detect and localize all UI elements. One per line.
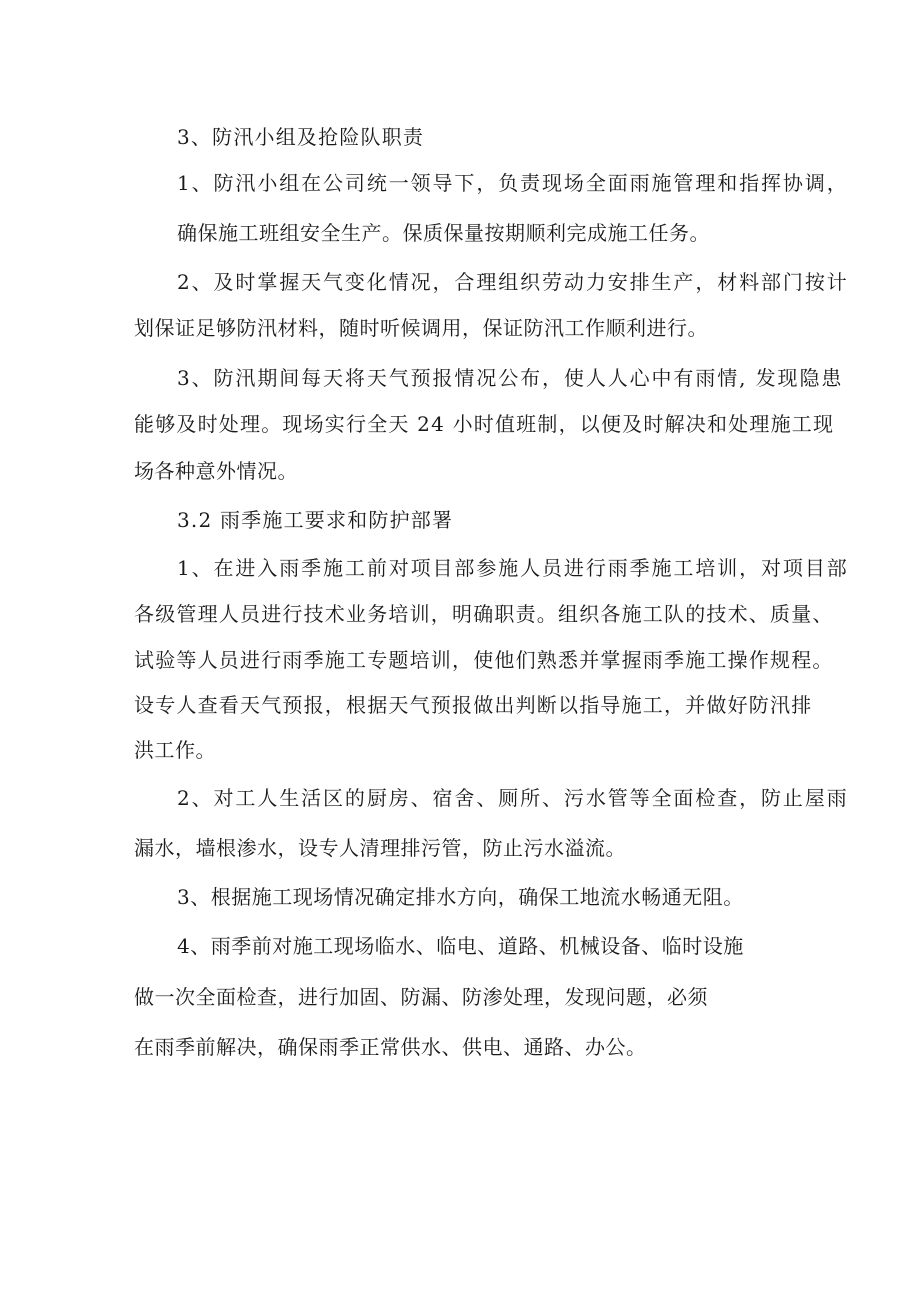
paragraph-line: 2、及时掌握天气变化情况，合理组织劳动力安排生产，材料部门按计 — [177, 270, 849, 294]
paragraph-line: 场各种意外情况。 — [134, 459, 298, 483]
section-heading-flood-team-duties: 3、防汛小组及抢险队职责 — [177, 125, 425, 149]
section-heading-rainy-season: 3.2 雨季施工要求和防护部署 — [177, 508, 454, 532]
paragraph-line: 试验等人员进行雨季施工专题培训，使他们熟悉并掌握雨季施工操作规程。 — [134, 648, 834, 672]
paragraph-line: 3、根据施工现场情况确定排水方向，确保工地流水畅通无阻。 — [177, 885, 744, 909]
paragraph-line: 确保施工班组安全生产。保质保量按期顺利完成施工任务。 — [177, 221, 710, 245]
paragraph-line: 做一次全面检查，进行加固、防漏、防渗处理，发现问题，必须 — [134, 985, 708, 1009]
paragraph-line: 3、防汛期间每天将天气预报情况公布，使人人心中有雨情, 发现隐患 — [177, 366, 844, 390]
paragraph-line: 漏水，墙根渗水，设专人清理排污管，防止污水溢流。 — [134, 836, 626, 860]
paragraph-line: 各级管理人员进行技术业务培训，明确职责。组织各施工队的技术、质量、 — [134, 602, 834, 626]
paragraph-line: 划保证足够防汛材料，随时听候调用，保证防汛工作顺利进行。 — [134, 316, 708, 340]
paragraph-line: 设专人查看天气预报，根据天气预报做出判断以指导施工，并做好防汛排 — [134, 693, 813, 717]
paragraph-line: 1、在进入雨季施工前对项目部参施人员进行雨季施工培训，对项目部 — [177, 556, 849, 580]
paragraph-line: 2、对工人生活区的厨房、宿舍、厕所、污水管等全面检查，防止屋雨 — [177, 786, 849, 810]
paragraph-line: 洪工作。 — [134, 738, 216, 762]
paragraph-line: 4、雨季前对施工现场临水、临电、道路、机械设备、临时设施 — [177, 934, 744, 958]
paragraph-line: 在雨季前解决，确保雨季正常供水、供电、通路、办公。 — [134, 1035, 647, 1059]
paragraph-line: 能够及时处理。现场实行全天 24 小时值班制，以便及时解决和处理施工现 — [134, 412, 835, 436]
paragraph-line: 1、防汛小组在公司统一领导下，负责现场全面雨施管理和指挥协调， — [177, 171, 849, 195]
